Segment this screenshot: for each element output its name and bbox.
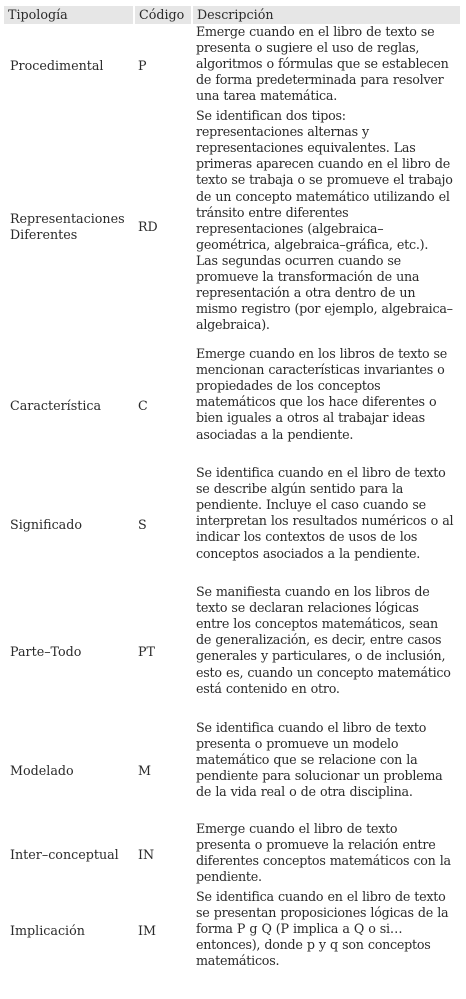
- table-row: [4, 720, 460, 821]
- cell-codigo: IM: [134, 889, 192, 973]
- cell-descripcion: Se identifica cuando en el libro de texto se presentan proposiciones lógicas de la forma P g Q (P implica a Q o si… entonces), donde p y q son conceptos matemáticos.: [192, 889, 460, 973]
- cell-descripcion: Se identifican dos tipos: representaciones alternas y representaciones equivalentes. Las primeras aparecen cuando en el libro de texto se trabaja o se promueve el trabajo de un concepto matemático utilizando el tránsito entre diferentes representaciones (algebraica–geométrica, algebraica–gráfica, etc.). Las segundas ocurren cuando se promueve la transformación de una representación a otra dentro de un mismo registro (por ejemplo, algebraica–algebraica).: [192, 108, 460, 346]
- cell-tipologia: Modelado: [4, 720, 134, 821]
- cell-codigo: C: [134, 346, 192, 465]
- cell-tipologia: Inter–conceptual: [4, 821, 134, 889]
- table-body: [4, 24, 460, 973]
- table-header: [4, 6, 460, 24]
- cell-descripcion: Emerge cuando en el libro de texto se presenta o sugiere el uso de reglas, algoritmos o fórmulas que se establecen de forma predeterminada para resolver una tarea matemática.: [192, 24, 460, 108]
- table-row: [4, 346, 460, 465]
- cell-tipologia: Parte–Todo: [4, 584, 134, 720]
- cell-codigo: RD: [134, 108, 192, 346]
- cell-codigo: M: [134, 720, 192, 821]
- cell-tipologia: Representaciones Diferentes: [4, 108, 134, 346]
- header-descripcion: Descripción: [192, 6, 460, 24]
- typology-table: [4, 6, 460, 973]
- cell-descripcion: Emerge cuando en los libros de texto se mencionan características invariantes o propiedades de los conceptos matemáticos que los hace diferentes o bien iguales a otros al trabajar ideas asociadas a la pendiente.: [192, 346, 460, 465]
- cell-descripcion: Se identifica cuando en el libro de texto se describe algún sentido para la pendiente. Incluye el caso cuando se interpretan los resultados numéricos o al indicar los contextos de usos de los conceptos asociados a la pendiente.: [192, 465, 460, 584]
- header-row: [4, 6, 460, 24]
- cell-codigo: S: [134, 465, 192, 584]
- header-tipologia: Tipología: [4, 6, 134, 24]
- table-row: [4, 584, 460, 720]
- cell-descripcion: Se identifica cuando el libro de texto presenta o promueve un modelo matemático que se relacione con la pendiente para solucionar un problema de la vida real o de otra disciplina.: [192, 720, 460, 821]
- table-row: [4, 24, 460, 108]
- table-row: [4, 465, 460, 584]
- table-row: [4, 889, 460, 973]
- cell-codigo: IN: [134, 821, 192, 889]
- cell-tipologia: Característica: [4, 346, 134, 465]
- table-row: [4, 108, 460, 346]
- cell-descripcion: Se manifiesta cuando en los libros de texto se declaran relaciones lógicas entre los conceptos matemáticos, sean de generalización, es decir, entre casos generales y particulares, o de inclusión, esto es, cuando un concepto matemático está contenido en otro.: [192, 584, 460, 720]
- cell-descripcion: Emerge cuando el libro de texto presenta o promueve la relación entre diferentes conceptos matemáticos con la pendiente.: [192, 821, 460, 889]
- cell-tipologia: Significado: [4, 465, 134, 584]
- cell-tipologia: Procedimental: [4, 24, 134, 108]
- cell-codigo: PT: [134, 584, 192, 720]
- cell-tipologia: Implicación: [4, 889, 134, 973]
- table-row: [4, 821, 460, 889]
- cell-codigo: P: [134, 24, 192, 108]
- header-codigo: Código: [134, 6, 192, 24]
